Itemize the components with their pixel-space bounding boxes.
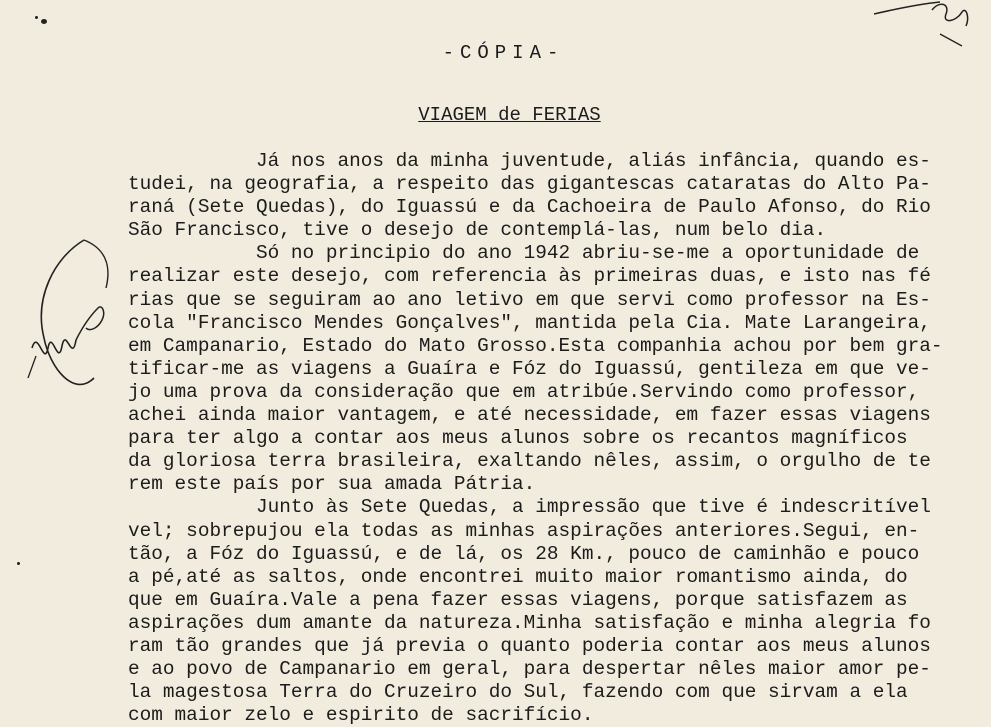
text-line: a pé,até as saltos, onde encontrei muito maior romantismo ainda, do [128,565,908,588]
text-line: São Francisco, tive o desejo de contemplá-las, num belo dia. [128,219,827,242]
ink-speck [41,19,47,24]
text-line: ram tão grandes que já previa o quanto poderia contar aos meus alunos [128,634,931,657]
text-line: Já nos anos da minha juventude, aliás infância, quando es- [128,150,931,172]
text-line: rem este país por sua amada Pátria. [128,473,536,496]
text-line: que em Guaíra.Vale a pena fazer essas viagens, porque satisfazem as [128,588,908,611]
ink-speck [17,562,20,565]
copy-header: -CÓPIA- [442,42,565,64]
text-line: rias que se seguiram ao ano letivo em que servi como professor na Es- [128,288,931,311]
text-line: realizar este desejo, com referencia às primeiras duas, e isto nas fé [128,265,931,288]
text-line: la magestosa Terra do Cruzeiro do Sul, fazendo com que sirvam a ela [128,681,908,704]
text-line: para ter algo a contar aos meus alunos sobre os recantos magníficos [128,427,908,450]
text-line: vel; sobrepujou ela todas as minhas aspirações anteriores.Segui, en- [128,519,920,542]
ink-speck [35,16,38,19]
text-line: raná (Sete Quedas), do Iguassú e da Cachoeira de Paulo Afonso, do Rio [128,196,931,219]
text-line: com maior zelo e espirito de sacrifício. [128,704,594,727]
text-line: em Campanario, Estado do Mato Grosso.Esta companhia achou por bem gra- [128,334,943,357]
text-line: achei ainda maior vantagem, e até necessidade, em fazer essas viagens [128,404,931,427]
text-line: tudei, na geografia, a respeito das gigantescas cataratas do Alto Pa- [128,173,931,196]
text-line: jo uma prova da consideração que em atribúe.Servindo como professor, [128,380,920,403]
text-line: cola "Francisco Mendes Gonçalves", mantida pela Cia. Mate Larangeira, [128,311,931,334]
text-line: Só no principio do ano 1942 abriu-se-me a oportunidade de [128,242,920,265]
document-title: VIAGEM de FERIAS [418,104,601,126]
text-line: tão, a Fóz do Iguassú, e de lá, os 28 Km., pouco de caminhão e pouco [128,542,920,565]
text-line: e ao povo de Campanario em geral, para despertar nêles maior amor pe- [128,658,931,681]
text-line: Junto às Sete Quedas, a impressão que tive é indescritível [128,496,931,519]
text-line: da gloriosa terra brasileira, exaltando nêles, assim, o orgulho de te [128,450,931,473]
text-line: tificar-me as viagens a Guaíra e Fóz do Iguassú, gentileza em que ve- [128,357,931,380]
corner-annotation [870,0,991,50]
handwritten-signature [14,228,124,418]
body-text [128,150,988,727]
text-line: aspirações dum amante da natureza.Minha satisfação e minha alegria fo [128,611,931,634]
